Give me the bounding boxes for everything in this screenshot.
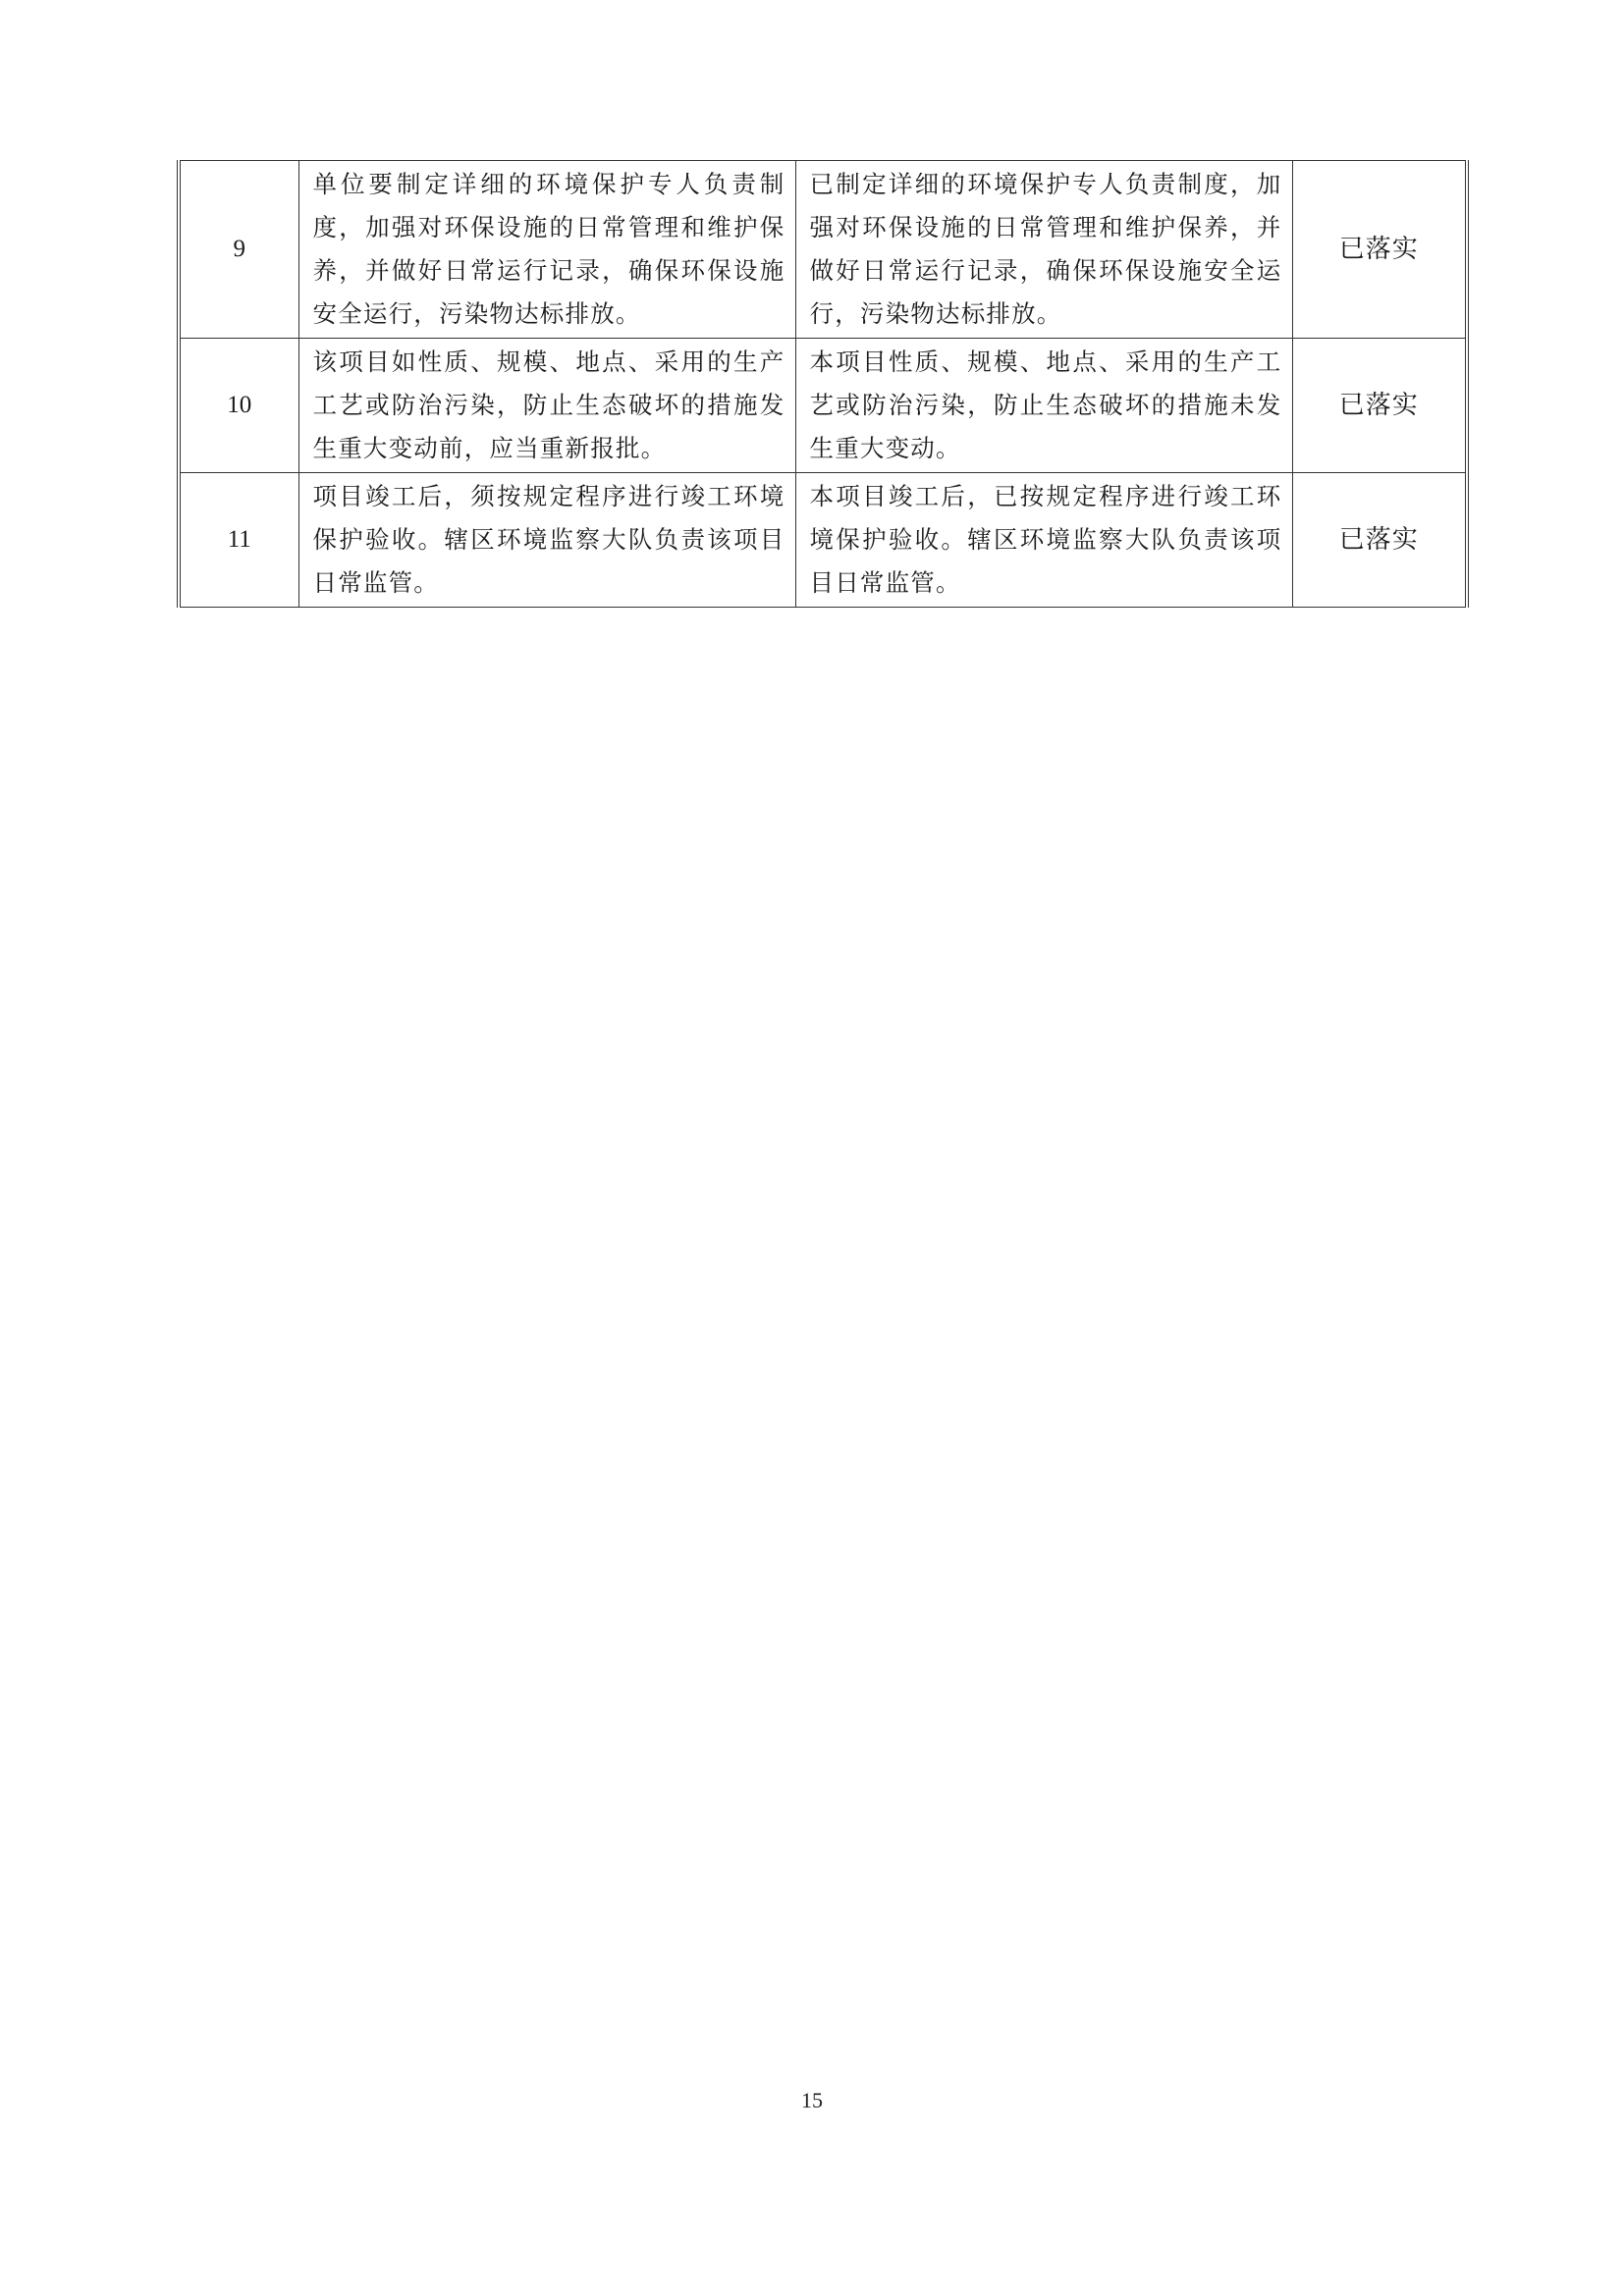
requirements-table-container [177, 160, 1465, 608]
implementation-cell: 本项目性质、规模、地点、采用的生产工艺或防治污染，防止生态破坏的措施未发生重大变动。 [795, 339, 1292, 473]
implementation-cell: 已制定详细的环境保护专人负责制度，加强对环保设施的日常管理和维护保养，并做好日常运行记录，确保环保设施安全运行，污染物达标排放。 [795, 161, 1292, 339]
table-row [179, 473, 1467, 608]
requirement-cell: 该项目如性质、规模、地点、采用的生产工艺或防治污染，防止生态破坏的措施发生重大变动前，应当重新报批。 [298, 339, 795, 473]
requirements-table [177, 160, 1469, 608]
status-cell: 已落实 [1292, 473, 1467, 608]
table-row [179, 339, 1467, 473]
status-cell: 已落实 [1292, 161, 1467, 339]
requirement-cell: 单位要制定详细的环境保护专人负责制度，加强对环保设施的日常管理和维护保养，并做好日常运行记录，确保环保设施安全运行，污染物达标排放。 [298, 161, 795, 339]
table-row [179, 161, 1467, 339]
status-cell: 已落实 [1292, 339, 1467, 473]
row-number: 11 [179, 473, 298, 608]
page-number: 15 [801, 2088, 823, 2112]
implementation-cell: 本项目竣工后，已按规定程序进行竣工环境保护验收。辖区环境监察大队负责该项目日常监管。 [795, 473, 1292, 608]
row-number: 10 [179, 339, 298, 473]
row-number: 9 [179, 161, 298, 339]
requirement-cell: 项目竣工后，须按规定程序进行竣工环境保护验收。辖区环境监察大队负责该项目日常监管。 [298, 473, 795, 608]
